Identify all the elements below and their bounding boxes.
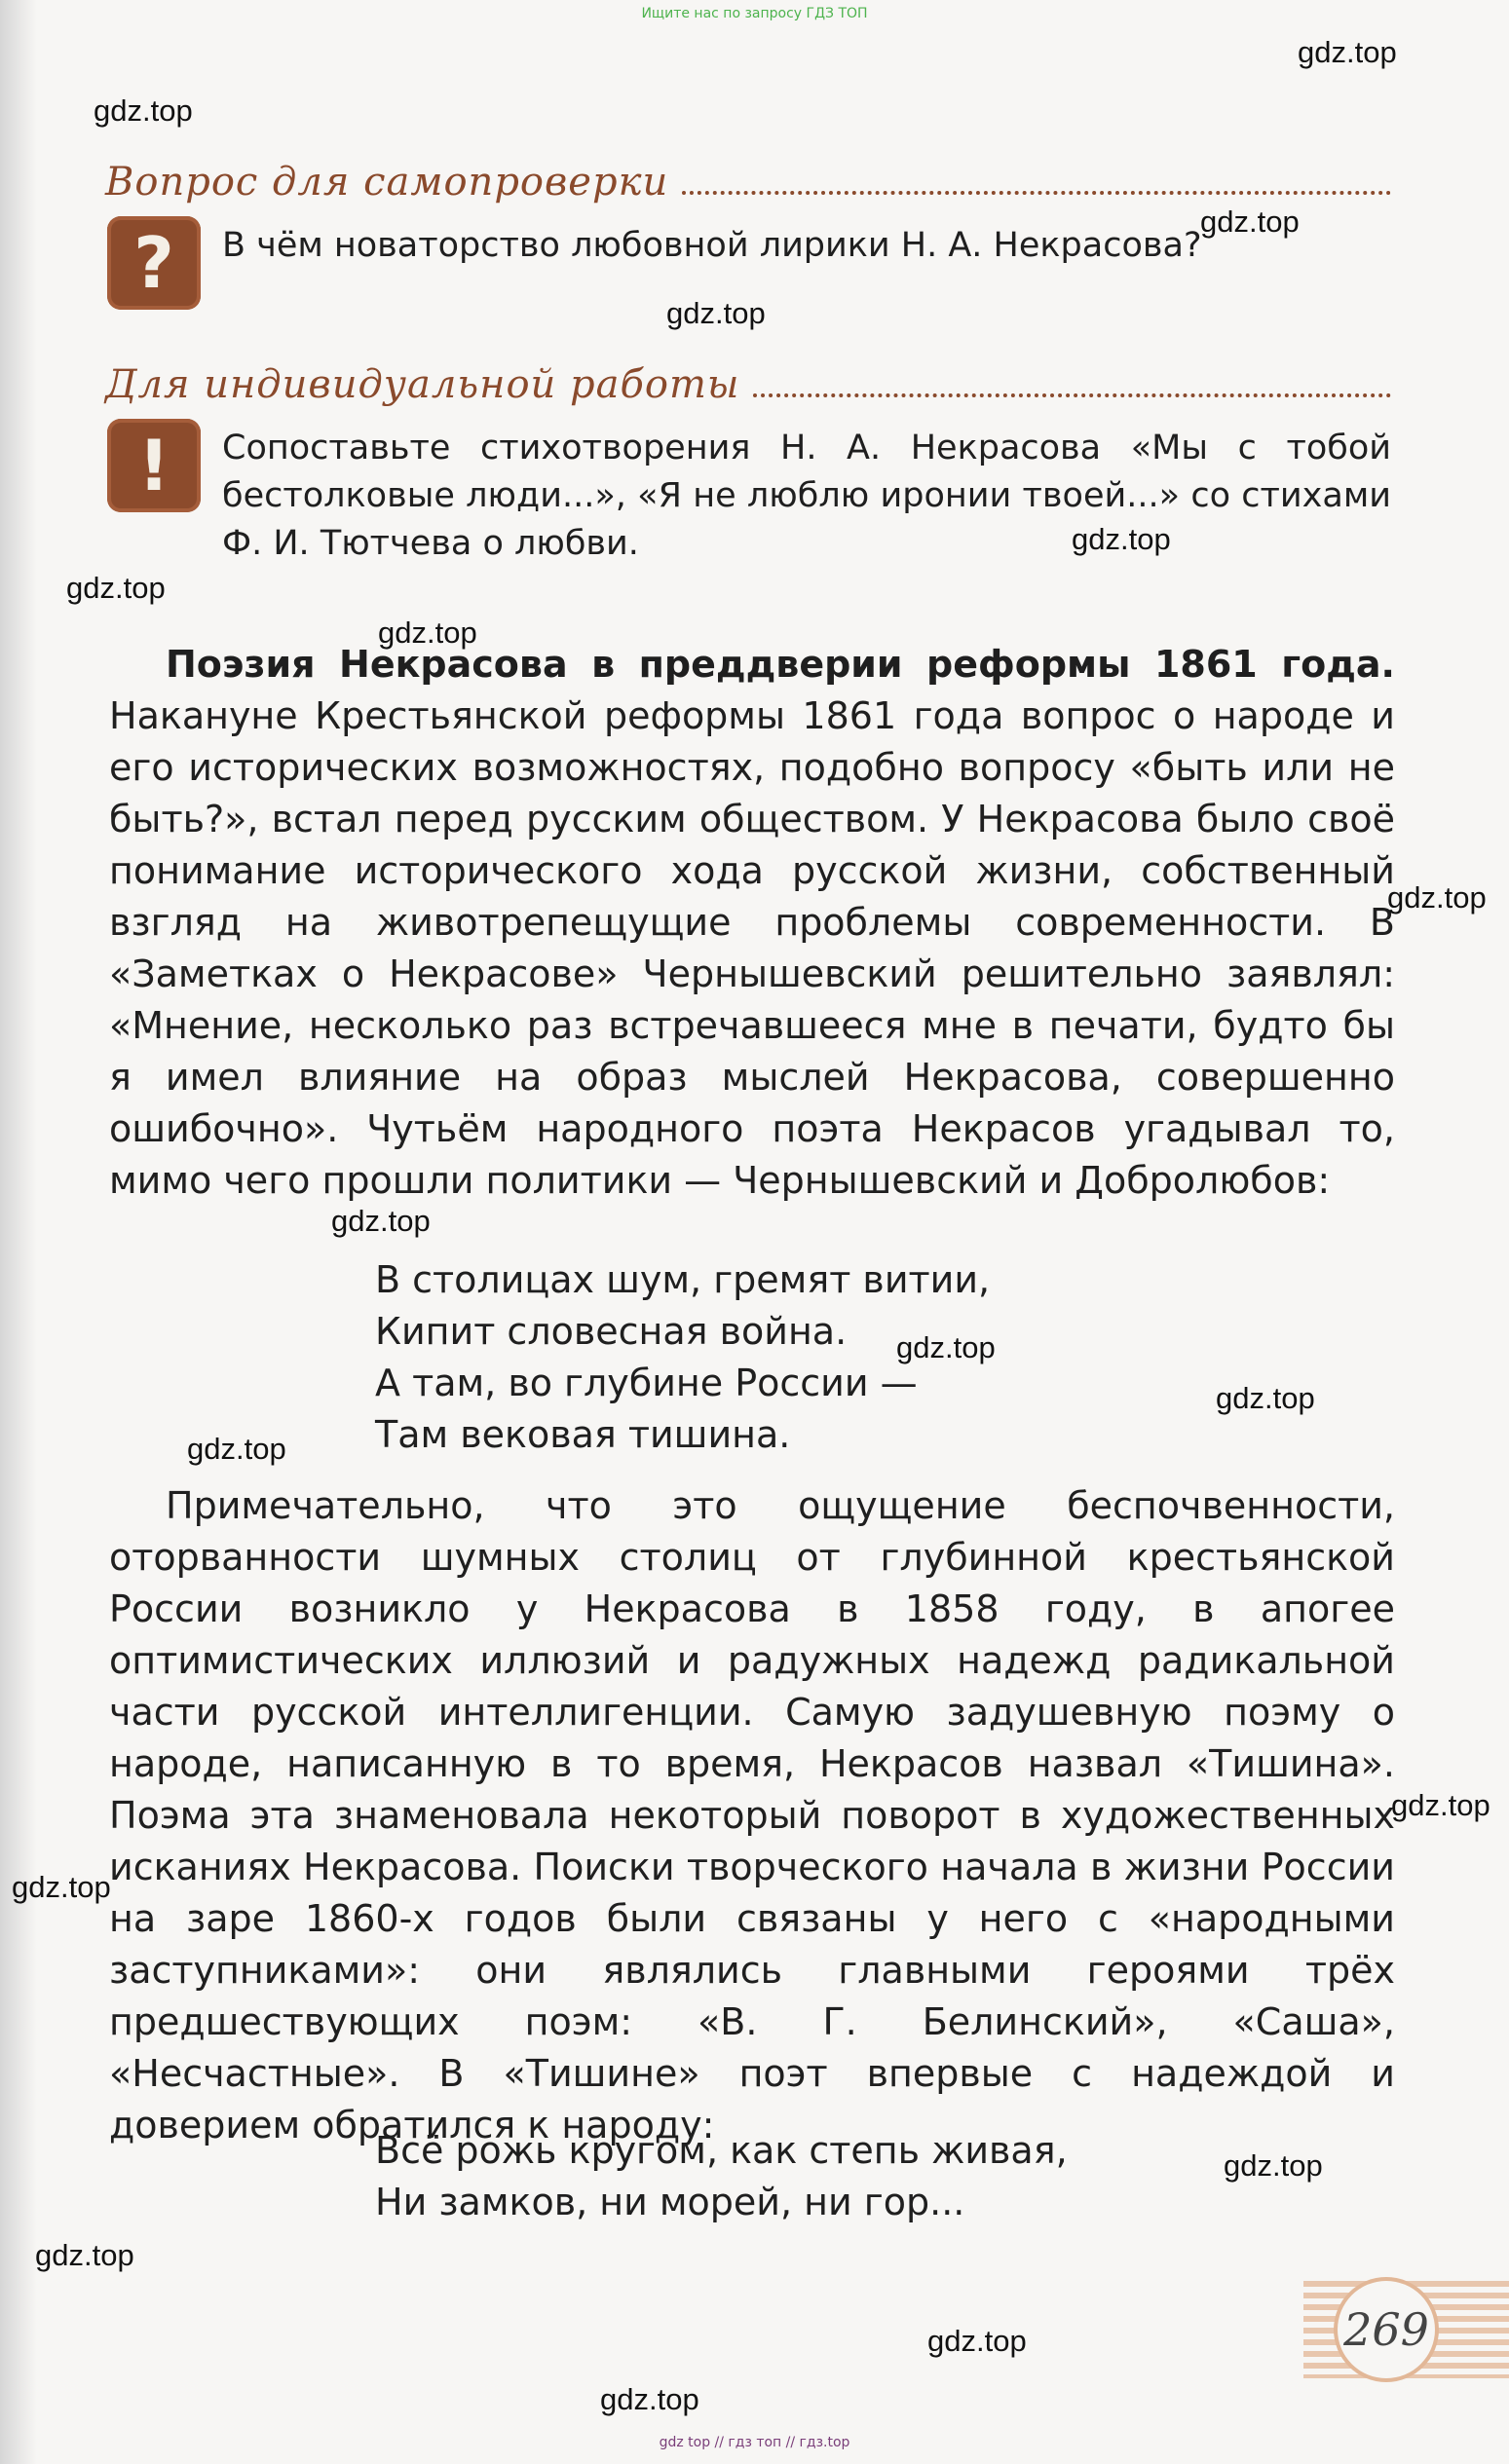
watermark: gdz.top	[600, 2382, 699, 2416]
watermark: gdz.top	[331, 1204, 431, 1238]
individual-work-title: Для индивидуальной работы	[105, 362, 740, 407]
watermark: gdz.top	[1387, 880, 1487, 915]
paragraph-2-text: Примечательно, что это ощущение беспочвенности, оторванности шумных столиц от глубинной крестьянской России возникло у Некрасова в 1858 году, в апогее оптимистических иллюзий и радужных надежд радикальной части русской интеллигенции. Самую задушевную поэму о народе, написанную в то время, Некрасов назвал «Тишина». Поэма эта знаменовала некоторый поворот в художественных исканиях Некрасова. Поиски творческого начала в жизни России на заре 1860-х годов были связаны у него с «народными заступниками»: они являлись главными героями трёх предшествующих поэм: «В. Г. Белинский», «Саша», «Несчастные». В «Тишине» поэт впервые с надеждой и доверием обратился к народу:	[109, 1484, 1395, 2147]
watermark: gdz.top	[378, 616, 477, 650]
watermark: gdz.top	[666, 296, 766, 330]
page-number-badge	[1338, 2281, 1435, 2378]
verse-line: В столицах шум, гремят витии,	[375, 1258, 991, 1301]
paragraph-1-text: Накануне Крестьянской реформы 1861 года вопрос о народе и его исторических возможностях, подобно вопросу «быть или не быть?», встал перед русским обществом. У Некрасова было своё понимание исторического хода русской жизни, собственный взгляд на животрепещущие проблемы современности. В «Заметках о Некрасове» Чернышевский решительно заявлял: «Мнение, несколько раз встречавшееся мне в печати, будто бы я имел влияние на образ мыслей Некрасова, совершенно ошибочно». Чутьём народного поэта Некрасов угадывал то, мимо чего прошли политики — Чернышевский и Добролюбов:	[109, 694, 1395, 1202]
watermark: gdz.top	[187, 1432, 286, 1466]
verse-line: Кипит словесная война.	[375, 1310, 848, 1353]
bottom-banner: gdz top // гдз топ // гдз.top	[659, 2435, 850, 2450]
self-check-heading	[105, 146, 1391, 205]
verse-line: Там вековая тишина.	[375, 1413, 791, 1456]
self-check-question: В чём новаторство любовной лирики Н. А. Некрасова?	[222, 226, 1202, 265]
self-check-title: Вопрос для самопроверки	[105, 160, 669, 205]
dotted-rule	[753, 393, 1391, 397]
top-banner: Ищите нас по запросу ГДЗ ТОП	[641, 6, 868, 21]
main-paragraph-2	[109, 1480, 1395, 2151]
watermark: gdz.top	[1224, 2148, 1323, 2183]
verse-quote-2	[375, 2125, 1068, 2228]
page-number: 269	[1343, 2303, 1429, 2356]
watermark: gdz.top	[1200, 205, 1300, 239]
question-mark-icon: ?	[107, 216, 201, 310]
watermark: gdz.top	[94, 93, 193, 128]
section-title: Поэзия Некрасова в преддверии реформы 1861 года.	[166, 643, 1395, 686]
dotted-rule	[682, 191, 1391, 195]
watermark: gdz.top	[1391, 1788, 1490, 1822]
verse-line: Всё рожь кругом, как степь живая,	[375, 2129, 1068, 2172]
verse-line: А там, во глубине России —	[375, 1362, 918, 1404]
main-paragraph-1	[109, 639, 1395, 1207]
watermark: gdz.top	[1216, 1381, 1315, 1415]
watermark: gdz.top	[12, 1870, 111, 1904]
exclamation-mark-icon: !	[107, 419, 201, 512]
watermark: gdz.top	[896, 1330, 996, 1364]
individual-work-heading	[105, 349, 1391, 407]
individual-task-text: Сопоставьте стихотворения Н. А. Некрасова «Мы с тобой бестолковые люди...», «Я не люблю иронии твоей...» со стихами Ф. И. Тютчева о любви.	[222, 429, 1391, 563]
watermark: gdz.top	[35, 2238, 134, 2272]
watermark: gdz.top	[66, 571, 166, 605]
verse-line: Ни замков, ни морей, ни гор...	[375, 2181, 965, 2223]
page-edge-shadow	[0, 0, 37, 2464]
watermark: gdz.top	[1072, 522, 1171, 556]
watermark: gdz.top	[927, 2324, 1027, 2358]
watermark: gdz.top	[1298, 35, 1397, 69]
